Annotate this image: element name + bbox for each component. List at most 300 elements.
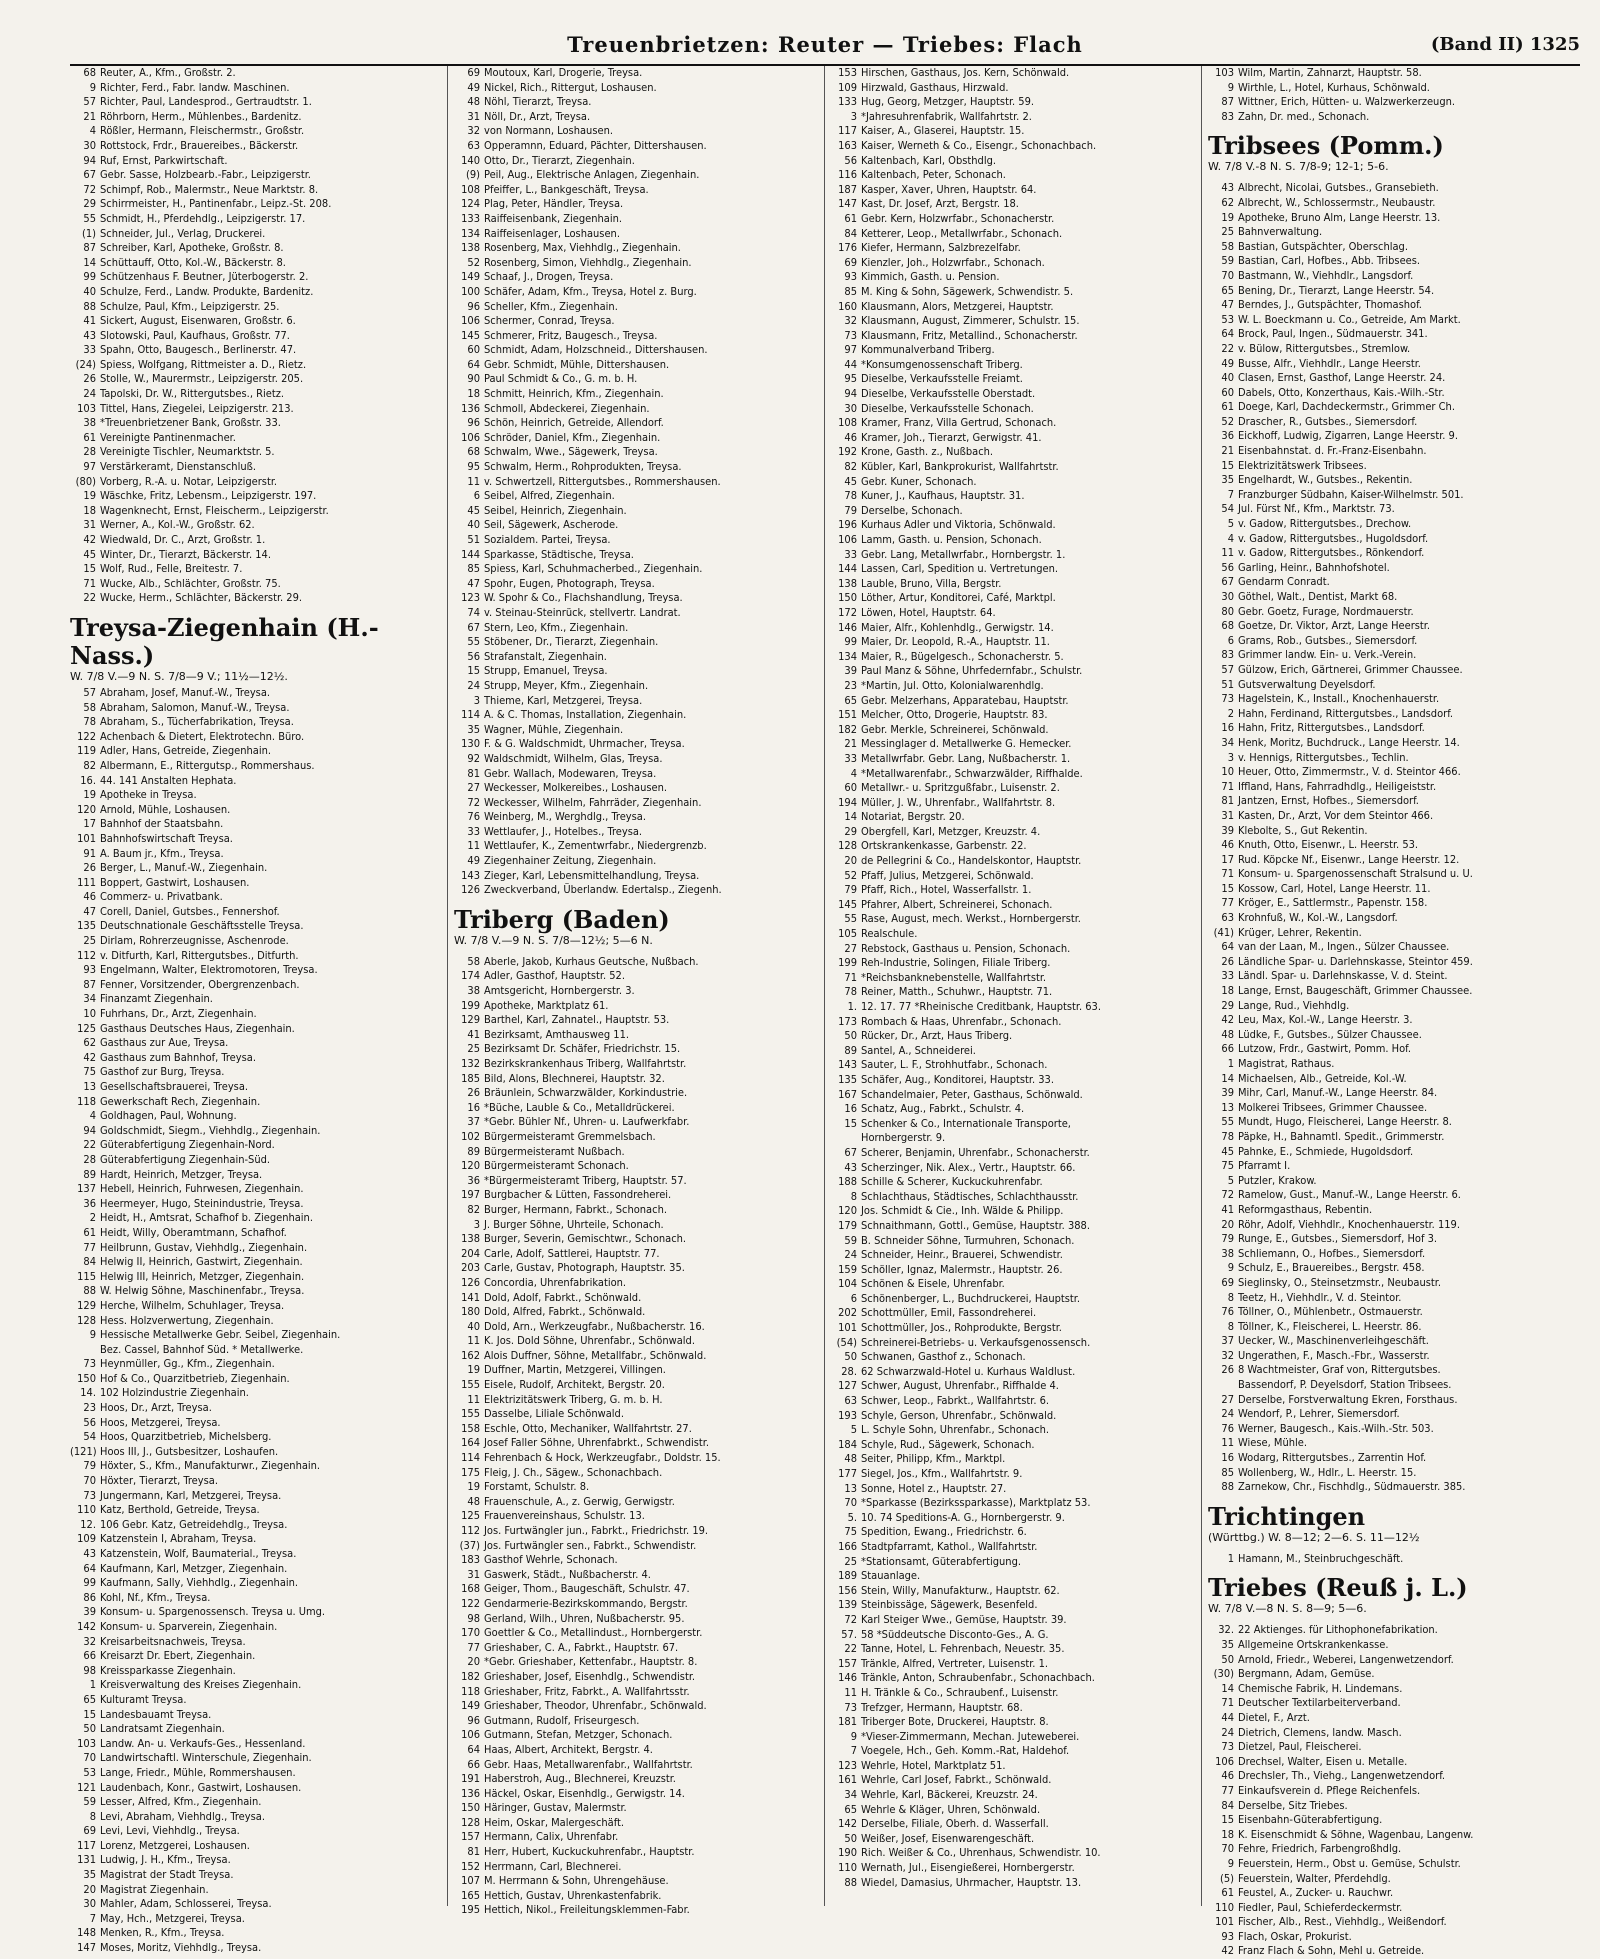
- phone-number: (24): [75, 357, 96, 371]
- phone-number: 117: [77, 1838, 96, 1852]
- phone-number: 29: [1221, 998, 1234, 1012]
- entry-text: Pfeiffer, L., Bankgeschäft, Treysa.: [484, 182, 649, 196]
- entry-text: Reh-Industrie, Solingen, Filiale Triberg.: [861, 956, 1051, 970]
- list-item: [70, 861, 441, 876]
- phone-number: 43: [844, 1160, 857, 1174]
- list-item: [70, 1795, 441, 1810]
- entry-text: Burgbacher & Lütten, Fassondreherei.: [484, 1188, 672, 1202]
- phone-number: 70: [83, 1751, 96, 1765]
- list-item: [454, 212, 818, 227]
- phone-number: 130: [461, 737, 480, 751]
- entry-text: Hoos, Quarzitbetrieb, Michelsberg.: [100, 1430, 272, 1444]
- list-item: [1208, 371, 1572, 386]
- phone-number: 94: [83, 1123, 96, 1137]
- phone-number: 65: [844, 693, 857, 707]
- entry-text: Kramer, Franz, Villa Gertrud, Schonach.: [861, 416, 1057, 430]
- list-item: [454, 1101, 818, 1116]
- entry-text: Kaufmann, Sally, Viehhdlg., Ziegenhain.: [100, 1576, 299, 1590]
- entry-text: *Metallwarenfabr., Schwarzwälder, Riffhalde.: [861, 766, 1083, 780]
- phone-number: 46: [844, 430, 857, 444]
- list-item: [831, 723, 1195, 738]
- phone-number: 163: [838, 138, 857, 152]
- entry-text: Schneider, Jul., Verlag, Druckerei.: [100, 226, 266, 240]
- list-item: [1208, 1623, 1572, 1638]
- list-item: [70, 1839, 441, 1854]
- phone-number: 28: [83, 1152, 96, 1166]
- entry-text: Weißer, Josef, Eisenwarengeschäft.: [861, 1831, 1035, 1845]
- entry-text: Stein, Willy, Manufakturw., Hauptstr. 62.: [861, 1583, 1060, 1597]
- list-item: [454, 810, 818, 825]
- list-item: [454, 1086, 818, 1101]
- phone-number: 132: [461, 1057, 480, 1070]
- list-item: [70, 774, 441, 789]
- entry-text: Pahnke, E., Schmiede, Hugoldsdorf.: [1238, 1144, 1414, 1158]
- phone-number: 66: [1221, 1042, 1234, 1056]
- entry-text: Sonne, Hotel z., Hauptstr. 27.: [861, 1481, 1007, 1495]
- phone-number: 42: [83, 1050, 96, 1064]
- entry-text: Derselbe, Forstverwaltung Ekren, Forsthaus.: [1238, 1392, 1458, 1406]
- phone-number: 143: [838, 1058, 857, 1072]
- entry-text: Abraham, S., Tücherfabrikation, Treysa.: [100, 715, 294, 729]
- list-item: [454, 1553, 818, 1568]
- phone-number: 31: [83, 518, 96, 532]
- list-item: [70, 1605, 441, 1620]
- entry-text: Schliemann, O., Hofbes., Siemersdorf.: [1238, 1246, 1426, 1260]
- office-hours: (Württbg.) W. 8—12; 2—6. S. 11—12½: [1208, 1530, 1420, 1544]
- entry-text: Stern, Leo, Kfm., Ziegenhain.: [484, 620, 629, 634]
- phone-number: 33: [83, 343, 96, 357]
- phone-number: 16: [467, 1100, 480, 1114]
- phone-number: 3: [473, 693, 480, 707]
- phone-number: 164: [461, 1436, 480, 1450]
- entry-text: Fehrenbach & Hock, Werkzeugfabr., Doldstr. 15.: [484, 1451, 721, 1465]
- entry-text: Seibel, Alfred, Ziegenhain.: [484, 489, 615, 503]
- list-item: [1208, 357, 1572, 372]
- entry-text: Schöller, Ignaz, Malermstr., Hauptstr. 26.: [861, 1262, 1063, 1276]
- list-item: [454, 1685, 818, 1700]
- entry-text: Peil, Aug., Elektrische Anlagen, Ziegenhain.: [484, 168, 700, 182]
- entry-text: v. Steinau-Steinrück, stellvertr. Landrat.: [484, 605, 681, 619]
- entry-text: Steinbissäge, Sägewerk, Besenfeld.: [861, 1598, 1038, 1612]
- list-item: [454, 1320, 818, 1335]
- entry-text: Krohnfuß, W., Kol.-W., Langsdorf.: [1238, 911, 1398, 925]
- phone-number: 71: [1221, 779, 1234, 793]
- phone-number: 83: [1221, 648, 1234, 662]
- list-item: [1208, 517, 1572, 532]
- list-item: [1208, 298, 1572, 313]
- entry-text: Haas, Albert, Architekt, Bergstr. 4.: [484, 1742, 653, 1756]
- phone-number: 199: [838, 956, 857, 970]
- phone-number: 88: [1221, 1480, 1234, 1494]
- phone-number: 34: [83, 992, 96, 1006]
- list-item: [831, 1803, 1195, 1818]
- town-title: Trichtingen: [1208, 1501, 1366, 1531]
- list-item: [454, 694, 818, 709]
- list-item: [70, 890, 441, 905]
- phone-number: 2: [89, 1211, 96, 1225]
- entry-text: Spiess, Wolfgang, Rittmeister a. D., Rietz.: [100, 357, 307, 371]
- phone-number: 49: [1221, 356, 1234, 370]
- phone-number: 32: [83, 1634, 96, 1648]
- entry-text: Hettich, Gustav, Uhrenkastenfabrik.: [484, 1888, 662, 1902]
- list-item: [70, 1430, 441, 1445]
- list-item: [454, 723, 818, 738]
- entry-text: Sickert, August, Eisenwaren, Großstr. 6.: [100, 314, 296, 328]
- phone-number: 25: [83, 934, 96, 948]
- entry-text: Engelmann, Walter, Elektromotoren, Treysa.: [100, 963, 318, 977]
- entry-text: Tapolski, Dr. W., Rittergutsbes., Rietz.: [100, 387, 285, 401]
- entry-text: Schmerer, Fritz, Baugesch., Treysa.: [484, 328, 658, 342]
- phone-number: 134: [838, 649, 857, 663]
- phone-number: (54): [836, 1335, 857, 1349]
- entry-text: Stadtpfarramt, Kathol., Wallfahrtstr.: [861, 1539, 1038, 1553]
- list-item: [1208, 678, 1572, 693]
- phone-number: 7: [89, 1911, 96, 1925]
- phone-number: 14: [844, 810, 857, 824]
- list-item: [70, 110, 441, 125]
- list-item: [831, 183, 1195, 198]
- entry-text: *Reichsbanknebenstelle, Wallfahrtstr.: [861, 970, 1047, 984]
- phone-number: 5: [850, 1423, 857, 1437]
- list-item: [1208, 1667, 1572, 1682]
- phone-number: 47: [1221, 298, 1234, 312]
- list-item: [831, 343, 1195, 358]
- phone-number: 39: [83, 1605, 96, 1619]
- list-item: [1208, 196, 1572, 211]
- list-item: [454, 285, 818, 300]
- phone-number: 136: [461, 401, 480, 415]
- list-item: [70, 329, 441, 344]
- entry-text: Uecker, W., Maschinenverleihgeschäft.: [1238, 1334, 1429, 1348]
- phone-number: 57.: [841, 1627, 857, 1641]
- list-item: [831, 504, 1195, 519]
- phone-number: 59: [83, 1795, 96, 1809]
- entry-text: Rich. Weißer & Co., Uhrenhaus, Schwendistr. 10.: [861, 1846, 1101, 1860]
- phone-number: 48: [467, 1494, 480, 1508]
- entry-text: Gutmann, Rudolf, Friseurgesch.: [484, 1713, 640, 1727]
- entry-text: Kreisarzt Dr. Ebert, Ziegenhain.: [100, 1649, 256, 1663]
- phone-number: 62: [83, 1036, 96, 1050]
- phone-number: 3: [1227, 750, 1234, 764]
- list-item: [1208, 459, 1572, 474]
- column-2: [447, 66, 824, 1917]
- list-item: [831, 606, 1195, 621]
- list-item: [831, 1379, 1195, 1394]
- list-item: [1208, 444, 1572, 459]
- section-heading: [454, 906, 818, 953]
- list-item: [70, 168, 441, 183]
- entry-text: Nöhl, Tierarzt, Treysa.: [484, 95, 592, 109]
- entry-text: Kaltenbach, Peter, Schonach.: [861, 168, 1006, 182]
- list-item: [831, 1817, 1195, 1832]
- entry-text: de Pellegrini & Co., Handelskontor, Hauptstr.: [861, 854, 1082, 868]
- phone-number: (37): [459, 1538, 480, 1552]
- town-title: Triebes (Reuß j. L.): [1208, 1573, 1468, 1603]
- list-item: [1208, 1653, 1572, 1668]
- list-item: [831, 1613, 1195, 1628]
- entry-text: Spohr, Eugen, Photograph, Treysa.: [484, 576, 655, 590]
- phone-number: 88: [83, 299, 96, 313]
- list-item: [70, 1620, 441, 1635]
- phone-number: 67: [1221, 575, 1234, 589]
- entry-text: Kienzler, Joh., Holzwrfabr., Schonach.: [861, 255, 1045, 269]
- entry-text: Schwer, August, Uhrenfabr., Riffhalde 4.: [861, 1379, 1059, 1393]
- entry-text: Trefzger, Hermann, Hauptstr. 68.: [861, 1700, 1023, 1714]
- phone-number: 72: [844, 1612, 857, 1626]
- entry-text: Weckesser, Molkereibes., Loshausen.: [484, 781, 668, 795]
- entry-text: Nöll, Dr., Arzt, Treysa.: [484, 109, 591, 123]
- entry-text: Bergmann, Adam, Gemüse.: [1238, 1667, 1375, 1681]
- phone-number: 18: [83, 503, 96, 517]
- list-item: [70, 1547, 441, 1562]
- phone-number: 204: [461, 1246, 480, 1260]
- list-item: [831, 985, 1195, 1000]
- phone-number: 27: [467, 781, 480, 795]
- phone-number: 146: [838, 1671, 857, 1685]
- list-item: [831, 372, 1195, 387]
- phone-number: 7: [850, 1744, 857, 1758]
- entry-text: Schermer, Conrad, Treysa.: [484, 314, 615, 328]
- list-item: [1208, 1682, 1572, 1697]
- phone-number: 45: [467, 503, 480, 517]
- list-item: [454, 708, 818, 723]
- list-item: [831, 1204, 1195, 1219]
- list-item: [454, 460, 818, 475]
- list-item: [1208, 882, 1572, 897]
- phone-number: 196: [838, 518, 857, 532]
- phone-number: 5: [1227, 1173, 1234, 1187]
- phone-number: 50: [844, 1350, 857, 1364]
- entry-text: Ludwig, J. H., Kfm., Treysa.: [100, 1853, 231, 1867]
- list-item: [831, 854, 1195, 869]
- entry-text: Löther, Artur, Konditorei, Café, Marktpl.: [861, 591, 1056, 605]
- list-item: [831, 95, 1195, 110]
- entry-text: Eisenbahn-Güterabfertigung.: [1238, 1813, 1383, 1827]
- entry-text: Derselbe, Schonach.: [861, 503, 963, 517]
- phone-number: 134: [461, 226, 480, 240]
- entry-text: Moutoux, Karl, Drogerie, Treysa.: [484, 66, 643, 79]
- phone-number: 30: [1221, 590, 1234, 603]
- phone-number: 15: [83, 1707, 96, 1721]
- entry-text: Gerland, Wilh., Uhren, Nußbacherstr. 95.: [484, 1611, 685, 1625]
- phone-number: 116: [838, 168, 857, 182]
- entry-text: Krüger, Lehrer, Rekentin.: [1238, 925, 1362, 939]
- entry-text: Gebr. Melzerhans, Apparatebau, Hauptstr.: [861, 693, 1069, 707]
- list-item: [1208, 1886, 1572, 1901]
- list-item: [70, 1576, 441, 1591]
- phone-number: 55: [1221, 1115, 1234, 1129]
- phone-number: 101: [838, 1321, 857, 1335]
- office-hours: W. 7/8 V.-8 N. S. 7/8-9; 12-1; 5-6.: [1208, 160, 1389, 174]
- list-item: [70, 1314, 441, 1329]
- list-item: [454, 95, 818, 110]
- phone-number: 43: [1221, 181, 1234, 195]
- list-item: [454, 1816, 818, 1831]
- entry-text: Eisele, Rudolf, Architekt, Bergstr. 20.: [484, 1378, 665, 1392]
- entry-text: Mihr, Carl, Manuf.-W., Lange Heerstr. 84.: [1238, 1086, 1438, 1100]
- list-item: [454, 1291, 818, 1306]
- phone-number: 33: [844, 547, 857, 561]
- entry-text: Tränkle, Anton, Schraubenfabr., Schonachbach.: [861, 1671, 1095, 1685]
- phone-number: 10: [1221, 765, 1234, 779]
- entry-text: Derselbe, Sitz Triebes.: [1238, 1798, 1348, 1812]
- phone-number: 97: [844, 343, 857, 357]
- phone-number: 21: [83, 109, 96, 123]
- phone-number: 125: [461, 1509, 480, 1523]
- phone-number: 99: [83, 1576, 96, 1590]
- entry-text: Dold, Alfred, Fabrkt., Schönwald.: [484, 1305, 646, 1319]
- entry-text: Goldschmidt, Siegm., Viehhdlg., Ziegenhain.: [100, 1123, 321, 1137]
- list-item: [454, 984, 818, 999]
- phone-number: 5: [1227, 517, 1234, 531]
- entry-text: Metallwrfabr. Gebr. Lang, Nußbacherstr. 1.: [861, 751, 1071, 765]
- list-item: [454, 664, 818, 679]
- phone-number: 85: [844, 284, 857, 298]
- phone-number: 38: [83, 416, 96, 430]
- phone-number: 81: [467, 766, 480, 780]
- phone-number: 9: [850, 1729, 857, 1743]
- list-item: [831, 1876, 1195, 1891]
- list-item: [831, 1321, 1195, 1336]
- phone-number: 24: [1221, 1407, 1234, 1421]
- list-item: [1208, 1857, 1572, 1872]
- phone-number: 41: [467, 1027, 480, 1041]
- entry-text: Reiner, Matth., Schuhwr., Hauptstr. 71.: [861, 985, 1053, 999]
- list-item: [1208, 984, 1572, 999]
- list-item: [70, 847, 441, 862]
- phone-number: 152: [461, 1859, 480, 1873]
- phone-number: 150: [461, 1801, 480, 1815]
- phone-number: 52: [844, 868, 857, 882]
- phone-number: 59: [844, 1233, 857, 1247]
- phone-number: 8: [1227, 1319, 1234, 1333]
- phone-number: 181: [838, 1715, 857, 1729]
- list-item: [70, 1722, 441, 1737]
- entry-text: Gaswerk, Städt., Nußbacherstr. 4.: [484, 1567, 651, 1581]
- phone-number: 177: [838, 1467, 857, 1480]
- list-item: [70, 1211, 441, 1226]
- list-item: [1208, 313, 1572, 328]
- entry-text: Alois Duffner, Söhne, Metallfabr., Schönwald.: [484, 1348, 707, 1362]
- phone-number: 39: [1221, 1086, 1234, 1100]
- entry-text: Elektrizitätswerk Triberg, G. m. b. H.: [484, 1392, 663, 1406]
- phone-number: 73: [1221, 692, 1234, 706]
- entry-text: Stauanlage.: [861, 1569, 921, 1583]
- entry-text: Schreiber, Karl, Apotheke, Großstr. 8.: [100, 241, 284, 255]
- list-item: [831, 1219, 1195, 1234]
- phone-number: 199: [461, 998, 480, 1012]
- list-item: [70, 744, 441, 759]
- list-item: [831, 1861, 1195, 1876]
- entry-text: Gebr. Wallach, Modewaren, Treysa.: [484, 766, 657, 780]
- list-item: [1208, 1407, 1572, 1422]
- entry-text: Ketterer, Leop., Metallwrfabr., Schonach.: [861, 226, 1063, 240]
- entry-text: Arnold, Mühle, Loshausen.: [100, 802, 231, 816]
- list-item: [70, 1649, 441, 1664]
- phone-number: 138: [461, 1232, 480, 1246]
- phone-number: 51: [467, 533, 480, 546]
- list-item: [454, 1801, 818, 1816]
- phone-number: 33: [467, 824, 480, 838]
- phone-number: 128: [461, 1815, 480, 1829]
- phone-number: 96: [467, 416, 480, 430]
- phone-number: 95: [844, 372, 857, 386]
- phone-number: 170: [461, 1626, 480, 1640]
- entry-text: B. Schneider Söhne, Turmuhren, Schonach.: [861, 1233, 1075, 1247]
- entry-text: Vereinigte Tischler, Neumarktstr. 5.: [100, 445, 275, 459]
- list-item: [70, 1372, 441, 1387]
- phone-number: 111: [77, 875, 96, 889]
- entry-text: Schmoll, Abdeckerei, Ziegenhain.: [484, 401, 650, 415]
- list-item: [454, 1378, 818, 1393]
- phone-number: 14.: [80, 1386, 96, 1400]
- phone-number: 62: [1221, 195, 1234, 209]
- phone-number: 56: [83, 1415, 96, 1429]
- list-item: [831, 256, 1195, 271]
- phone-number: 128: [838, 839, 857, 853]
- list-item: [70, 533, 441, 548]
- list-item: [831, 1029, 1195, 1044]
- list-item: [454, 358, 818, 373]
- entry-text: Gutmann, Stefan, Metzger, Schonach.: [484, 1728, 673, 1742]
- list-item: [70, 183, 441, 198]
- list-item: [454, 518, 818, 533]
- phone-number: 18: [1221, 1827, 1234, 1841]
- list-item: [454, 1218, 818, 1233]
- entry-text: Slotowski, Paul, Kaufhaus, Großstr. 77.: [100, 328, 290, 342]
- list-item: [70, 1883, 441, 1898]
- entry-text: Hoos, Dr., Arzt, Treysa.: [100, 1401, 212, 1415]
- entry-text: Berndes, J., Gutspächter, Thomashof.: [1238, 298, 1422, 312]
- phone-number: 50: [1221, 1652, 1234, 1666]
- list-item: [1208, 400, 1572, 415]
- phone-number: 173: [838, 1014, 857, 1028]
- phone-number: 123: [461, 591, 480, 605]
- list-item: [454, 969, 818, 984]
- list-item: [831, 1263, 1195, 1278]
- list-item: [454, 431, 818, 446]
- phone-number: 25: [467, 1042, 480, 1056]
- entry-text: Herrmann, Carl, Blechnerei.: [484, 1859, 622, 1873]
- phone-number: 44: [844, 357, 857, 371]
- list-item: [454, 1582, 818, 1597]
- entry-text: Schäfer, Aug., Konditorei, Hauptstr. 33.: [861, 1072, 1054, 1086]
- list-item: [1208, 648, 1572, 663]
- list-item: [70, 803, 441, 818]
- phone-number: 19: [467, 1480, 480, 1494]
- list-item: [831, 1701, 1195, 1716]
- entry-text: L. Schyle Sohn, Uhrenfabr., Schonach.: [861, 1423, 1050, 1437]
- phone-number: 46: [83, 890, 96, 904]
- phone-number: 65: [844, 1802, 857, 1816]
- phone-number: 121: [77, 1780, 96, 1794]
- entry-text: v. Gadow, Rittergutsbes., Drechow.: [1238, 517, 1412, 531]
- list-item: [454, 1042, 818, 1057]
- phone-number: 48: [844, 1452, 857, 1466]
- list-item: [831, 1730, 1195, 1745]
- entry-text: Drechsel, Walter, Eisen u. Metalle.: [1238, 1754, 1408, 1768]
- phone-number: 55: [467, 635, 480, 649]
- entry-text: *Bürgermeisteramt Triberg, Hauptstr. 57.: [484, 1173, 687, 1187]
- phone-number: 90: [467, 372, 480, 386]
- phone-number: 105: [838, 927, 857, 941]
- list-item: [831, 168, 1195, 183]
- phone-number: 37: [1221, 1334, 1234, 1348]
- phone-number: 114: [461, 1451, 480, 1465]
- list-item: [70, 241, 441, 256]
- phone-number: 106: [461, 430, 480, 444]
- entry-text: Adler, Gasthof, Hauptstr. 52.: [484, 969, 625, 983]
